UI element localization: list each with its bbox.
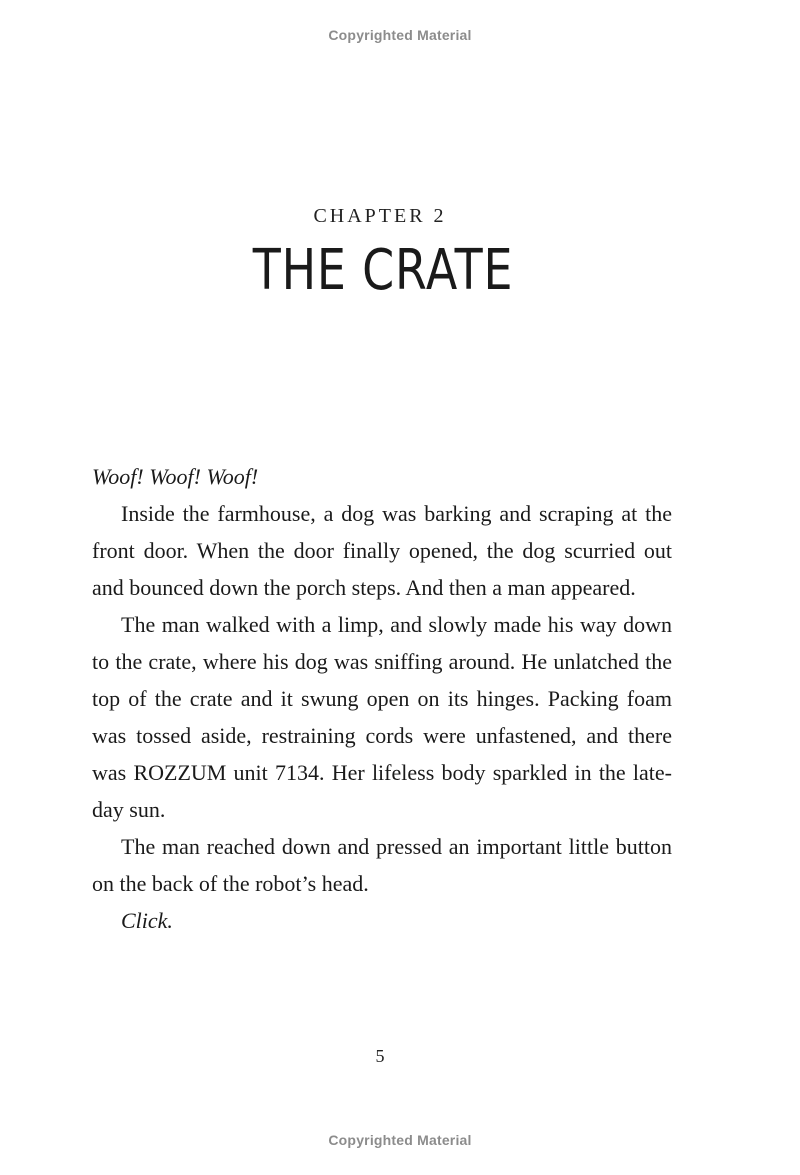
click-sound-text: Click. [121,908,173,933]
paragraph-4: The man reached down and pressed an important little button on the back of the robot’s head. [92,834,672,896]
copyright-watermark-top: Copyrighted Material [328,27,472,43]
paragraph-2: Inside the farmhouse, a dog was barking and scraping at the front door. When the door finally opened, the dog scurried out and bounced down the porch steps. And then a man appeared. [92,501,672,600]
page-number: 5 [375,1046,385,1066]
copyright-watermark-bottom: Copyrighted Material [328,1132,472,1148]
chapter-label: CHAPTER 2 [313,205,447,227]
paragraph-3: The man walked with a limp, and slowly made his way down to the crate, where his dog was sniffing around. He unlatched the top of the crate and it swung open on its hinges. Packing foam was tossed aside, restraining cords were unfastened, and there was ROZZUM unit 7134. Her lifeless body sparkled in the late-day sun. [92,612,672,822]
paragraph-5 [92,902,672,939]
chapter-body [92,458,672,939]
chapter-title: THE CRATE [252,238,514,303]
paragraph-1: Woof! Woof! Woof! [92,464,259,489]
